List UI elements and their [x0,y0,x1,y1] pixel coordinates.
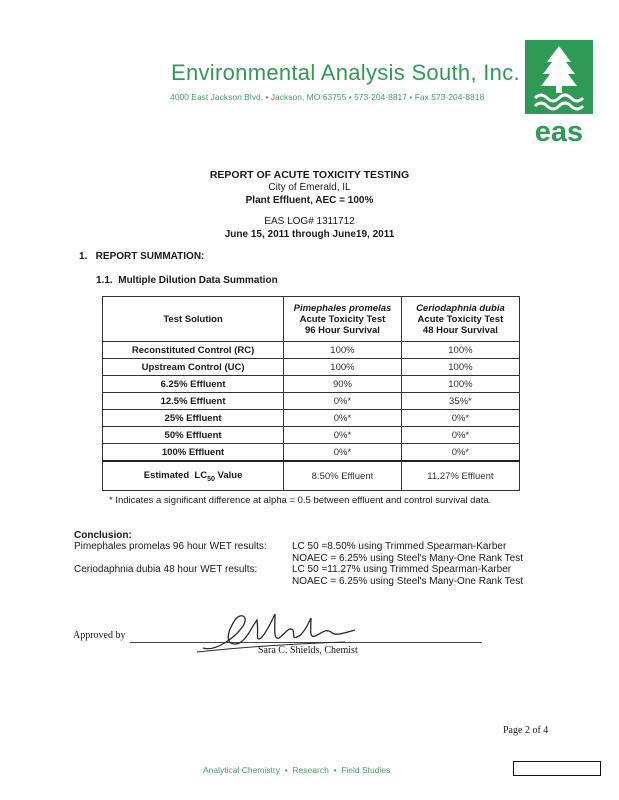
eas-logo [525,40,593,146]
conclusion-lc50-pimephales: LC 50 =8.50% using Trimmed Spearman-Karber [292,541,507,552]
estimate-label [103,461,284,491]
subsection-heading: 1.1. Multiple Dilution Data Summation [96,275,278,286]
header-test: Acute Toxicity Test [417,313,504,325]
row-label: 12.5% Effluent [103,393,284,410]
table-row [103,393,520,410]
row-label: 25% Effluent [103,410,284,427]
section-heading: 1. REPORT SUMMATION: [79,251,205,262]
estimate-label-pre: Estimated LC [143,469,208,481]
conclusion-noaec-ceriodaphnia: NOAEC = 6.25% using Steel's Many-One Rank Test [292,576,524,587]
table-row [103,444,520,462]
header-test-solution: Test Solution [103,297,284,342]
estimate-label-sub: 50 [207,475,215,483]
pimephales-survival: 0%* [284,393,402,410]
report-client: City of Emerald, IL [268,182,351,193]
logo-wordmark: eas [534,116,584,146]
conclusion-label-pimephales: Pimephales promelas 96 hour WET results: [74,541,267,552]
ceriodaphnia-survival: 0%* [401,427,519,444]
row-label: 6.25% Effluent [103,376,284,393]
company-name: Environmental Analysis South, Inc. [171,60,520,85]
ceriodaphnia-lc50: 11.27% Effluent [401,461,519,491]
conclusion-lc50-ceriodaphnia: LC 50 =11.27% using Trimmed Spearman-Karber [292,564,512,575]
row-label: Reconstituted Control (RC) [103,342,284,359]
estimate-label-post: Value [214,469,243,481]
approved-by-label: Approved by [73,630,126,641]
footer-services: Analytical Chemistry • Research • Field Studies [203,765,391,775]
header-test: Acute Toxicity Test [299,313,386,325]
report-sample: Plant Effluent, AEC = 100% [245,195,374,206]
redacted-box [513,761,601,776]
page-number: Page 2 of 4 [503,725,549,736]
row-label: 100% Effluent [103,444,284,462]
header-ceriodaphnia [401,297,519,342]
table-row [103,427,520,444]
signer-name: Sara C. Shields, Chemist [258,645,358,656]
pimephales-lc50: 8.50% Effluent [284,461,402,491]
header-species: Ceriodaphnia dubia [416,302,505,314]
header-pimephales [284,297,402,342]
table-header-row [103,297,520,342]
estimate-row [103,461,520,491]
ceriodaphnia-survival: 100% [401,376,519,393]
ceriodaphnia-survival: 100% [401,359,519,376]
toxicity-table [102,296,520,491]
ceriodaphnia-survival: 100% [401,342,519,359]
conclusion-heading: Conclusion: [74,530,132,541]
ceriodaphnia-survival: 0%* [401,444,519,462]
company-address: 4000 East Jackson Blvd. • Jackson, MO 63755 • 573-204-8817 • Fax 573-204-8818 [170,92,485,102]
row-label: 50% Effluent [103,427,284,444]
report-dates: June 15, 2011 through June19, 2011 [224,229,395,240]
report-title: REPORT OF ACUTE TOXICITY TESTING [209,169,410,181]
row-label: Upstream Control (UC) [103,359,284,376]
conclusion-label-ceriodaphnia: Ceriodaphnia dubia 48 hour WET results: [74,564,258,575]
pimephales-survival: 0%* [284,427,402,444]
conclusion-noaec-pimephales: NOAEC = 6.25% using Steel's Many-One Rank Test [292,553,524,564]
pimephales-survival: 0%* [284,444,402,462]
pimephales-survival: 90% [284,376,402,393]
header-survival: 48 Hour Survival [422,324,498,336]
table-row [103,376,520,393]
table-row [103,342,520,359]
ceriodaphnia-survival: 35%* [401,393,519,410]
table-row [103,410,520,427]
table-row [103,359,520,376]
table-footnote: * Indicates a significant difference at alpha = 0.5 between effluent and control survival data. [109,495,492,506]
ceriodaphnia-survival: 0%* [401,410,519,427]
pimephales-survival: 100% [284,359,402,376]
report-log: EAS LOG# 1311712 [264,216,355,227]
pimephales-survival: 0%* [284,410,402,427]
header-species: Pimephales promelas [293,302,392,314]
pimephales-survival: 100% [284,342,402,359]
header-survival: 96 Hour Survival [304,324,380,336]
